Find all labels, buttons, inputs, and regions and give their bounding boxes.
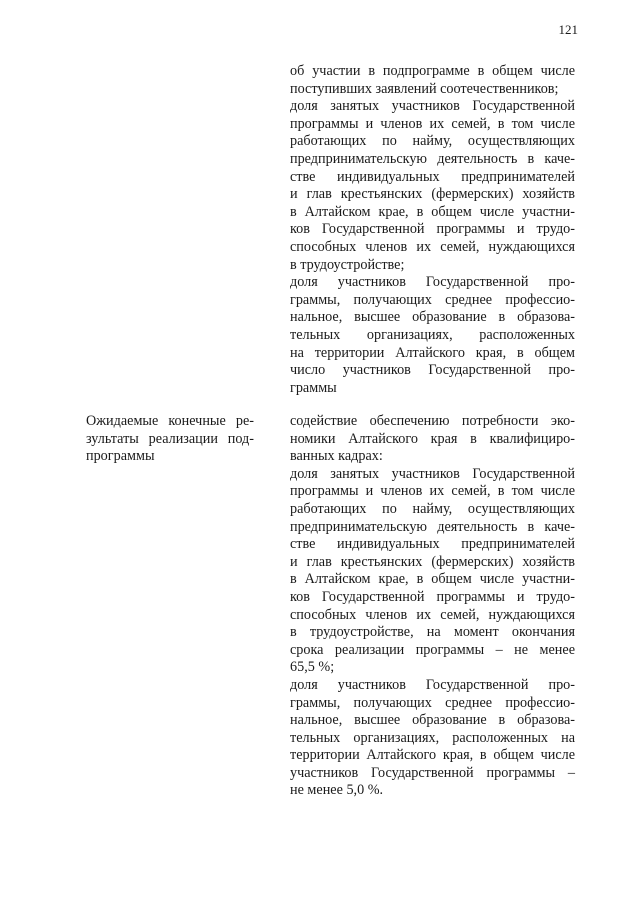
label-line: программы [86,448,155,465]
text-line: тельных организациях, расположенных [290,326,575,343]
text-line: ванных кадрах: [290,448,383,465]
text-line: 65,5 %; [290,659,335,676]
paragraph [290,98,575,274]
text-line: граммы, получающих среднее профессио- [290,694,575,711]
text-line: работающих по найму, осуществляющих [290,500,575,517]
expected-results-block [290,413,575,800]
text-line: доля занятых участников Государственной [290,98,575,115]
text-line: ков Государственной программы и трудо- [290,221,575,238]
text-line: программы и членов их семей, в том числе [290,115,575,132]
text-line: стве индивидуальных предпринимателей [290,536,575,553]
text-line: способных членов их семей, нуждающихся [290,606,575,623]
text-line: предпринимательскую деятельность в каче- [290,518,575,535]
text-line: число участников Государственной про- [290,362,575,379]
text-line: граммы [290,379,337,396]
text-line: доля участников Государственной про- [290,274,575,291]
text-line: поступивших заявлений соотечественников; [290,80,559,97]
text-line: граммы, получающих среднее профессио- [290,291,575,308]
text-line: участников Государственной программы – [290,764,575,781]
text-line: доля участников Государственной про- [290,676,575,693]
paragraph [290,413,575,466]
text-line: в Алтайском крае, в общем числе участни- [290,203,575,220]
text-line: не менее 5,0 %. [290,782,384,799]
paragraph [290,677,575,800]
text-line: в трудоустройстве; [290,256,405,273]
text-line: предпринимательскую деятельность в каче- [290,150,575,167]
indicators-block [290,63,575,397]
text-line: программы и членов их семей, в том числе [290,483,575,500]
text-line: нальное, высшее образование в образова- [290,309,575,326]
text-line: и глав крестьянских (фермерских) хозяйств [290,553,575,570]
label-line: зультаты реализации под- [86,430,254,447]
text-line: на территории Алтайского края, в общем [290,344,575,361]
text-line: способных членов их семей, нуждающихся [290,238,575,255]
text-line: работающих по найму, осуществляющих [290,133,575,150]
text-line: территории Алтайского края, в общем числе [290,747,575,764]
results-label [86,413,254,466]
text-line: доля занятых участников Государственной [290,465,575,482]
text-line: содействие обеспечению потребности эко- [290,413,575,429]
paragraph [290,466,575,677]
text-line: срока реализации программы – не менее [290,641,575,658]
paragraph [290,274,575,397]
page-number: 121 [558,22,578,37]
text-line: нальное, высшее образование в образова- [290,712,575,729]
text-line: ков Государственной программы и трудо- [290,588,575,605]
paragraph [290,63,575,98]
text-line: номики Алтайского края в квалифициро- [290,430,575,447]
text-line: в Алтайском крае, в общем числе участни- [290,571,575,588]
text-line: и глав крестьянских (фермерских) хозяйств [290,186,575,203]
text-line: в трудоустройстве, на момент окончания [290,624,575,641]
text-line: стве индивидуальных предпринимателей [290,168,575,185]
text-line: тельных организациях, расположенных на [290,729,575,746]
text-line: об участии в подпрограмме в общем числе [290,63,575,79]
label-line: Ожидаемые конечные ре- [86,413,254,429]
